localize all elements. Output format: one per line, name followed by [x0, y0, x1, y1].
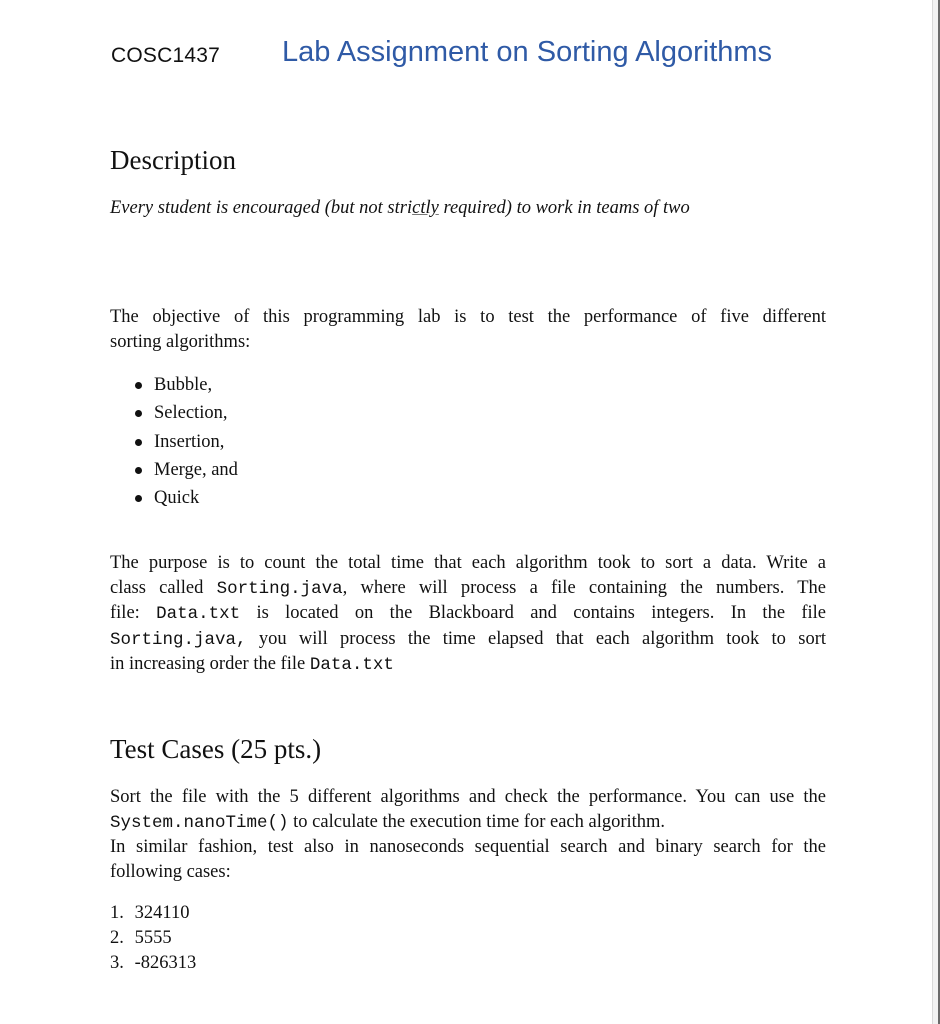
objective-line: sorting algorithms: [110, 331, 251, 352]
test-cases-heading: Test Cases (25 pts.) [110, 734, 322, 764]
list-item: Selection, [110, 399, 238, 427]
class-name-code: Sorting.java [216, 578, 343, 599]
bullet-icon [135, 495, 142, 502]
file-name-code: Data.txt [156, 604, 241, 625]
test-line: System.nanoTime() to calculate the execution time for each algorithm. [110, 811, 666, 833]
list-item: Merge, and [110, 456, 238, 484]
bullet-icon [135, 382, 142, 389]
purpose-line: class called Sorting.java, where will process a file containing the numbers. The [110, 577, 826, 599]
test-line: In similar fashion, test also in nanoseconds sequential search and binary search for the [110, 837, 826, 858]
list-item: 2. 5555 [110, 927, 172, 948]
test-case-list [110, 901, 196, 975]
bullet-icon [135, 439, 142, 446]
list-item: Bubble, [110, 371, 238, 399]
bullet-icon [135, 467, 142, 474]
description-heading: Description [110, 145, 236, 175]
course-code: COSC1437 [111, 44, 220, 67]
test-cases-paragraph [110, 785, 826, 884]
file-name-code: Data.txt [309, 655, 394, 676]
bullet-icon [135, 410, 142, 417]
purpose-line: The purpose is to count the total time that each algorithm took to sort a data. Write a [110, 553, 826, 573]
list-item: 1. 324110 [110, 903, 190, 923]
objective-paragraph [110, 305, 826, 354]
method-code: System.nanoTime() [110, 812, 289, 833]
list-item: Quick [110, 484, 238, 512]
algorithm-list [110, 371, 238, 512]
purpose-line: in increasing order the file Data.txt [110, 654, 394, 676]
document-title: Lab Assignment on Sorting Algorithms [282, 36, 773, 68]
purpose-paragraph [110, 551, 826, 678]
viewer-scrollbar[interactable] [932, 0, 940, 1024]
team-note: Every student is encouraged (but not strictly required) to work in teams of two [110, 198, 690, 218]
purpose-line: Sorting.java, you will process the time elapsed that each algorithm took to sort [110, 628, 826, 650]
purpose-line: file: Data.txt is located on the Blackboard and contains integers. In the file [110, 603, 826, 625]
test-line: following cases: [110, 861, 231, 882]
list-item: Insertion, [110, 428, 238, 456]
objective-line: The objective of this programming lab is to test the performance of five different [110, 307, 826, 327]
test-line: Sort the file with the 5 different algorithms and check the performance. You can use the [110, 787, 826, 807]
page-header [111, 36, 871, 76]
list-item: 3. -826313 [110, 952, 197, 973]
class-name-code: Sorting.java, [110, 629, 247, 650]
